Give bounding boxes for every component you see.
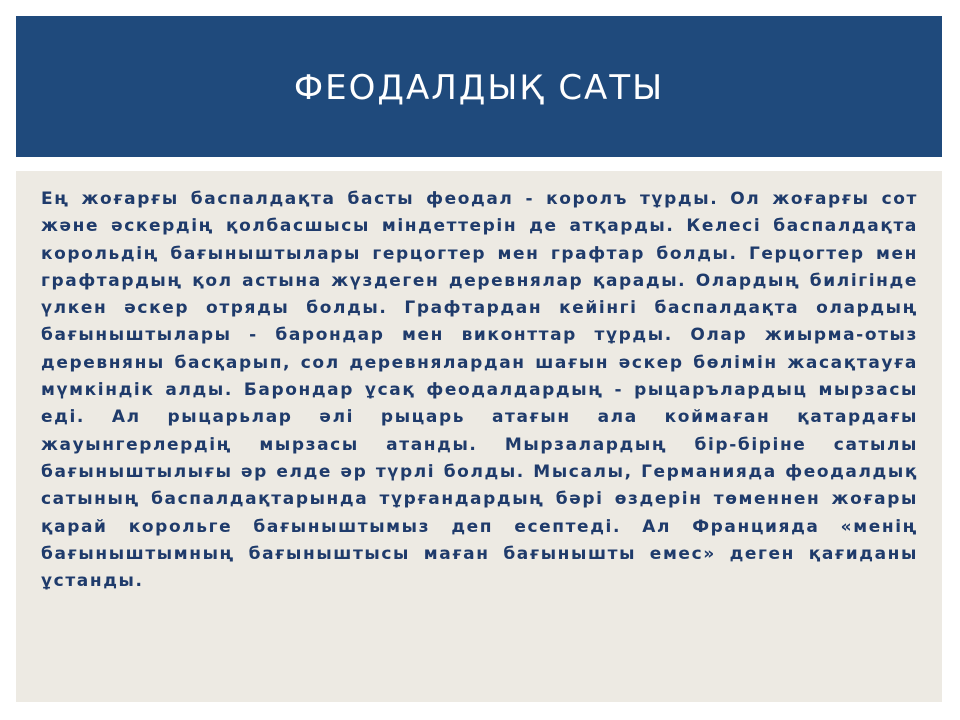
body-text: Ең жоғарғы баспалдақта басты феодал - королъ тұрды. Ол жоғарғы сот және әскердің қолбасшысы міндеттерін де атқарды. Келесі баспалдақта корольдің бағыныштылары герцогтер мен графтар болды. Герцогтер мен графтардың қол астына жүздеген деревнялар қарады. Олардың билігінде үлкен әскер отряды болды. Графтардан кейінгі баспалдақта олардың бағыныштылары - барондар мен виконттар тұрды. Олар жиырма-отыз деревняны басқарып, сол деревнялардан шағын әскер бөлімін жасақтауға мүмкіндік алды. Барондар ұсақ феодалдардың - рыцарълардыц мырзасы еді. Ал рыцарьлар әлі рыцарь атағын ала коймаған қатардағы жауынгерлердің мырзасы атанды. Мырзалардың бір-біріне сатылы бағыныштылығы әр елде әр түрлі болды. Мысалы, Германияда феодалдық сатының баспалдақтарында тұрғандардың бәрі өздерін төменнен жоғары қарай корольге бағыныштымыз деп есептеді. Ал Францияда «менің бағыныштымның бағыныштысы маған бағынышты емес» деген қағиданы ұстанды. (41, 189, 918, 592)
body-panel (16, 171, 942, 702)
slide-title: ФЕОДАЛДЫҚ САТЫ (293, 68, 665, 108)
title-bar (16, 16, 942, 157)
